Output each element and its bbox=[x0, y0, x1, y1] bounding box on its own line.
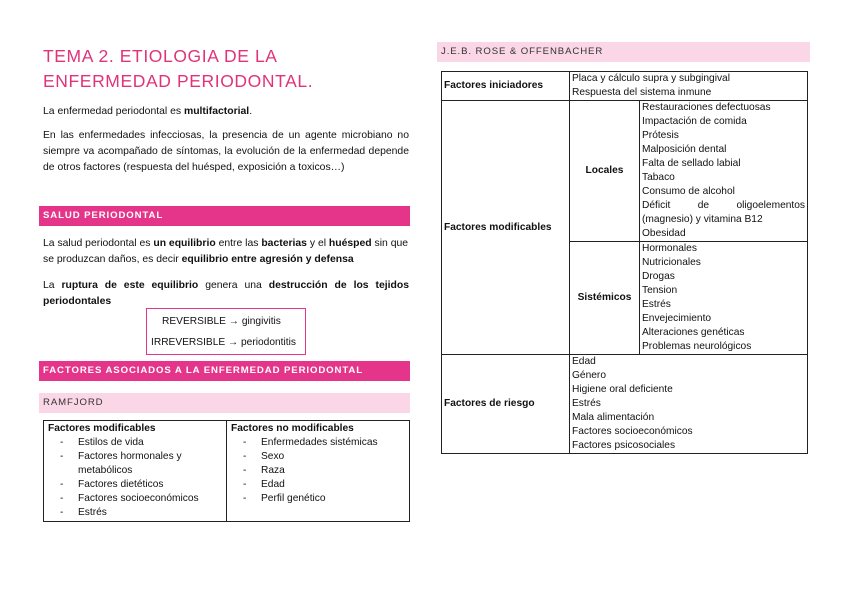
no-modificables-cell bbox=[227, 421, 410, 522]
list-item: Déficit de oligoelementos (magnesio) y vitamina B12 bbox=[642, 200, 805, 225]
ramfjord-table bbox=[43, 420, 410, 522]
list-item: - Enfermedades sistémicas bbox=[231, 436, 405, 450]
riesgo-label: Factores de riesgo bbox=[442, 355, 570, 454]
intro-paragraph-2: En las enfermedades infecciosas, la presencia de un agente microbiano no siempre va acompañado de síntomas, la evolución de la enfermedad depende de otros factores (respuesta del huésped, exposición a toxicos…) bbox=[43, 130, 409, 173]
page-title: TEMA 2. ETIOLOGIA DE LA ENFERMEDAD PERIODONTAL. bbox=[43, 46, 314, 91]
ramfjord-header: RAMFJORD bbox=[39, 393, 410, 413]
list-item: Edad bbox=[572, 356, 596, 367]
jeb-rose-table bbox=[441, 71, 808, 454]
reversible-line: REVERSIBLE → gingivitis bbox=[162, 316, 281, 327]
reversibility-box bbox=[146, 308, 306, 355]
iniciadores-label: Factores iniciadores bbox=[442, 72, 570, 101]
list-item: Obesidad bbox=[642, 228, 686, 239]
list-item: Impactación de comida bbox=[642, 116, 747, 127]
jeb-rose-header: J.E.B. ROSE & OFFENBACHER bbox=[437, 42, 810, 62]
list-item: Factores psicosociales bbox=[572, 440, 676, 451]
list-item: Higiene oral deficiente bbox=[572, 384, 673, 395]
list-item: Consumo de alcohol bbox=[642, 186, 735, 197]
locales-cell bbox=[640, 101, 808, 242]
modificables-cell bbox=[44, 421, 227, 522]
modificables-label: Factores modificables bbox=[442, 101, 570, 355]
list-item: Nutricionales bbox=[642, 257, 701, 268]
list-item: Tension bbox=[642, 285, 678, 296]
salud-paragraph-1: La salud periodontal es un equilibrio entre las bacterias y el huésped sin que se produzcan daños, es decir equilibrio entre agresión y defensa bbox=[43, 238, 409, 265]
list-item: Género bbox=[572, 370, 606, 381]
no-modificables-title: Factores no modificables bbox=[231, 423, 354, 434]
riesgo-cell bbox=[570, 355, 808, 454]
list-item: - Raza bbox=[231, 464, 405, 478]
list-item: - Factores hormonales y metabólicos bbox=[48, 450, 222, 478]
list-item: Drogas bbox=[642, 271, 675, 282]
sistemicos-label: Sistémicos bbox=[570, 242, 640, 355]
list-item: Malposición dental bbox=[642, 144, 727, 155]
list-item: Placa y cálculo supra y subgingival bbox=[572, 73, 730, 84]
salud-periodontal-header: SALUD PERIODONTAL bbox=[39, 206, 410, 226]
iniciadores-cell bbox=[570, 72, 808, 101]
list-item: - Edad bbox=[231, 478, 405, 492]
salud-paragraph-2: La ruptura de este equilibrio genera una destrucción de los tejidos periodontales bbox=[43, 280, 409, 307]
list-item: Estrés bbox=[642, 299, 671, 310]
list-item: Mala alimentación bbox=[572, 412, 655, 423]
list-item: - Estilos de vida bbox=[48, 436, 222, 450]
list-item: - Estrés bbox=[48, 506, 222, 520]
list-item: Tabaco bbox=[642, 172, 675, 183]
list-item: Respuesta del sistema inmune bbox=[572, 87, 712, 98]
multifactorial-bold: multifactorial bbox=[183, 106, 250, 117]
list-item: - Perfil genético bbox=[231, 492, 405, 506]
list-item: - Factores dietéticos bbox=[48, 478, 222, 492]
list-item: Factores socioeconómicos bbox=[572, 426, 693, 437]
sistemicos-cell bbox=[640, 242, 808, 355]
list-item: - Sexo bbox=[231, 450, 405, 464]
list-item: Prótesis bbox=[642, 130, 679, 141]
intro-paragraph-1: La enfermedad periodontal es multifactorial. bbox=[43, 106, 253, 117]
list-item: Problemas neurológicos bbox=[642, 341, 752, 352]
list-item: Restauraciones defectuosas bbox=[642, 102, 771, 113]
list-item: Alteraciones genéticas bbox=[642, 327, 745, 338]
list-item: - Factores socioeconómicos bbox=[48, 492, 222, 506]
factores-asociados-header: FACTORES ASOCIADOS A LA ENFERMEDAD PERIODONTAL bbox=[39, 361, 410, 381]
list-item: Falta de sellado labial bbox=[642, 158, 741, 169]
list-item: Hormonales bbox=[642, 243, 697, 254]
locales-label: Locales bbox=[570, 101, 640, 242]
list-item: Envejecimiento bbox=[642, 313, 712, 324]
irreversible-line: IRREVERSIBLE → periodontitis bbox=[151, 337, 296, 348]
list-item: Estrés bbox=[572, 398, 601, 409]
modificables-title: Factores modificables bbox=[48, 423, 156, 434]
